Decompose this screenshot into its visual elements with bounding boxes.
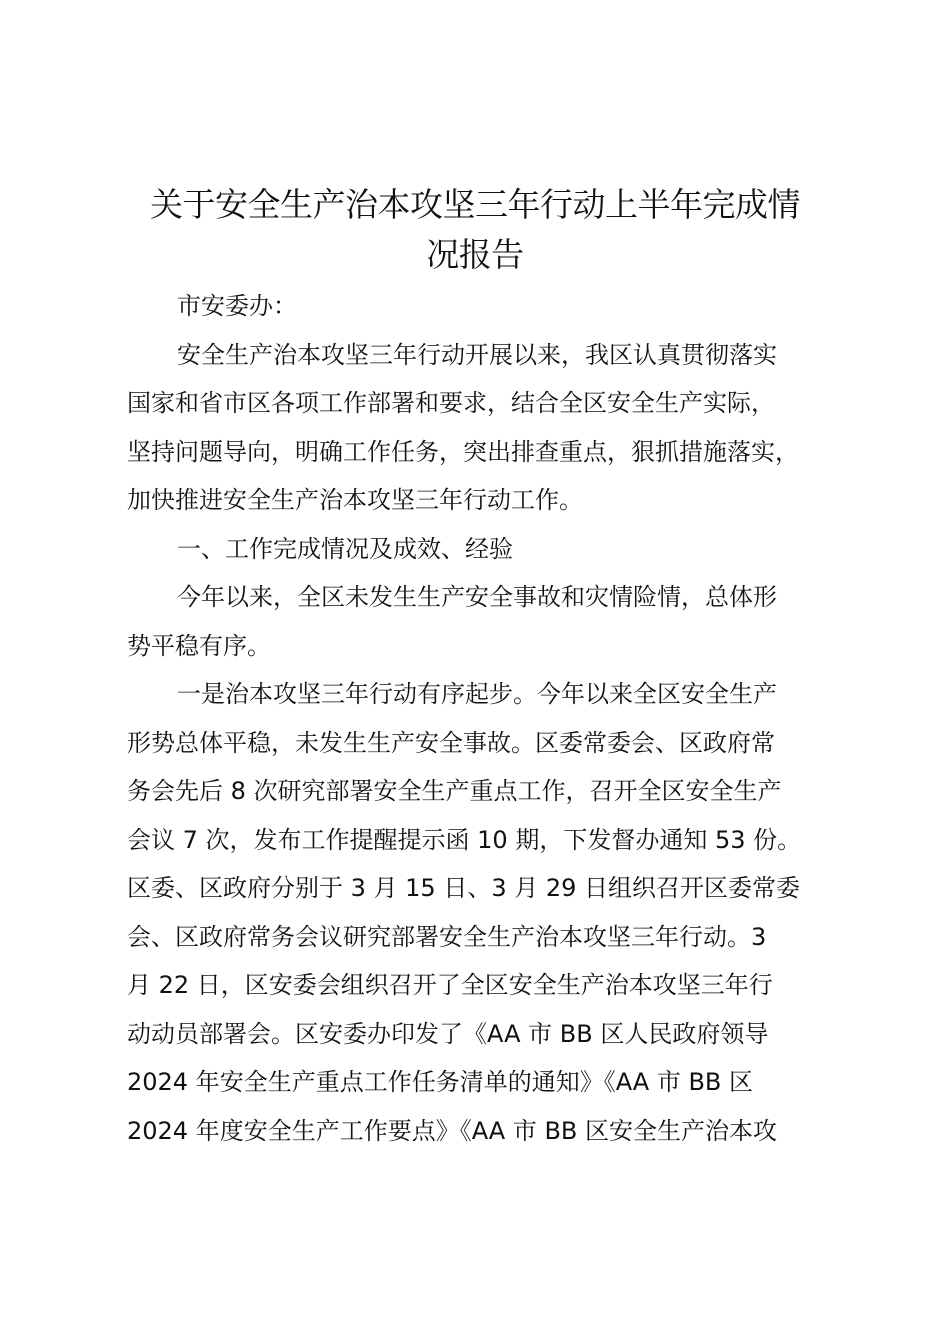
document-body [127,282,837,1155]
paragraph-line: 月 22 日，区安委会组织召开了全区安全生产治本攻坚三年行 [127,971,773,999]
paragraph-line: 2024 年安全生产重点工作任务清单的通知》《AA 市 BB 区 [127,1068,754,1096]
paragraph-line: 国家和省市区各项工作部署和要求，结合全区安全生产实际， [127,389,775,417]
paragraph-line: 势平稳有序。 [127,631,271,660]
paragraph-line: 会议 7 次，发布工作提醒提示函 10 期，下发督办通知 53 份。 [127,825,802,854]
section-heading-1 [127,525,837,574]
paragraph-overview [127,573,837,670]
paragraph-line: 动动员部署会。区安委办印发了《AA 市 BB 区人民政府领导 [127,1019,769,1048]
paragraph-line: 安全生产治本攻坚三年行动开展以来，我区认真贯彻落实 [177,340,777,369]
paragraph-line: 一是治本攻坚三年行动有序起步。今年以来全区安全生产 [177,680,777,708]
paragraph-point-one [127,670,837,1155]
paragraph-line: 坚持问题导向，明确工作任务，突出排查重点，狠抓措施落实， [127,437,799,466]
paragraph-line: 今年以来，全区未发生生产安全事故和灾情险情，总体形 [177,583,777,611]
paragraph-line: 务会先后 8 次研究部署安全生产重点工作，召开全区安全生产 [127,777,782,805]
salutation: 市安委办： [177,292,297,320]
paragraph-line: 形势总体平稳，未发生生产安全事故。区委常委会、区政府常 [127,728,775,757]
title-line-1: 关于安全生产治本攻坚三年行动上半年完成情 [150,185,800,224]
paragraph-line: 2024 年度安全生产工作要点》《AA 市 BB 区安全生产治本攻 [127,1116,778,1145]
document-title [110,180,840,280]
heading-line: 一、工作完成情况及成效、经验 [177,534,513,563]
paragraph-line: 会、区政府常务会议研究部署安全生产治本攻坚三年行动。3 [127,922,767,951]
title-line-2: 况报告 [426,235,524,274]
paragraph-line: 加快推进安全生产治本攻坚三年行动工作。 [127,486,583,514]
paragraph-line: 区委、区政府分别于 3 月 15 日、3 月 29 日组织召开区委常委 [127,874,801,902]
paragraph-intro [127,331,837,525]
